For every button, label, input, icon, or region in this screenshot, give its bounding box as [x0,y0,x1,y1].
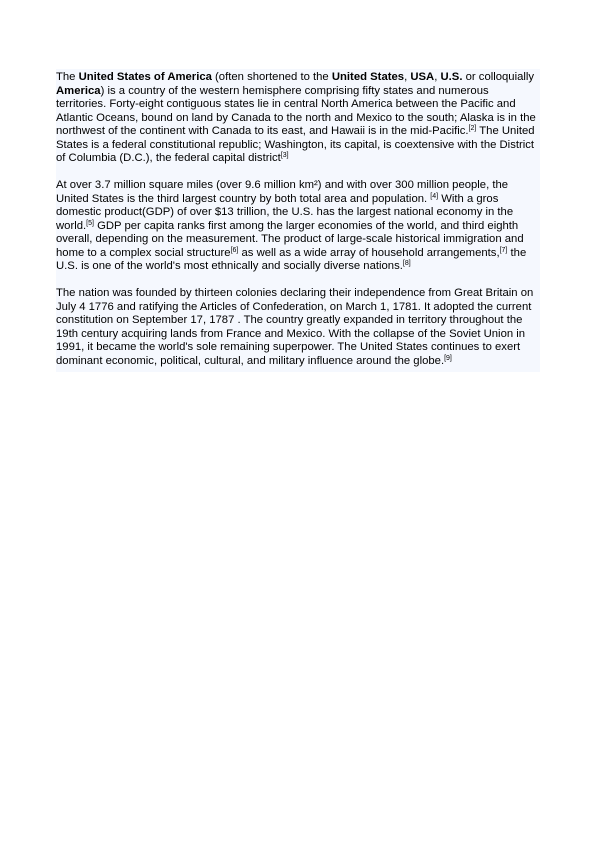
footnote-ref[interactable]: [2] [468,125,477,132]
bold-term: United States of America [78,71,212,83]
footnote-ref[interactable]: [7] [499,246,508,254]
text-run: , [404,71,411,83]
paragraph-size-economy [56,179,540,274]
text-run: GDP per capita ranks first among the larger economies of the world, and third eighth overall, depending on the measurement. The product of large-scale historical immigration and home to a complex social structure [56,219,524,259]
footnote-ref[interactable]: [9] [444,354,452,362]
text-run: At over 3.7 million square miles (over 9.6 million km²) and with over 300 million people, the United States is the third largest country by both total area and population. [56,179,509,205]
text-run: The [56,71,79,83]
text-run: With a gros domestic product(GDP) of over $13 trillion, the U.S. has the largest national economy in the world. [56,192,514,232]
bold-term: United States [331,71,405,83]
bold-term: U.S. [440,71,463,83]
text-run: The nation was founded by thirteen colonies declaring their independence from Great Britain on July 4 1776 and ratifying the Articles of Confederation, on March 1, 1781. It adopted the current constitution on September 17, 1787 . The country greatly expanded in territory throughout the 19th century acquiring lands from France and Mexico. With the collapse of the Soviet Union in 1991, it became the world's sole remaining superpower. The United States continues to exert dominant economic, political, cultural, and military influence around the globe. [56,287,534,367]
footnote-ref[interactable]: [8] [402,260,411,267]
paragraph-intro [56,71,540,166]
document-body [56,69,540,372]
footnote-ref[interactable]: [3] [280,152,289,159]
text-run: or colloquially [462,71,535,83]
text-run: ) is a country of the western hemisphere comprising fifty states and numerous territories. Forty-eight contiguous states lie in central North America between the Pacific and Atlantic Oceans, bound on land by Canada to the north and Mexico to the south; Alaska is in the northwest of the continent with Canada to its east, and Hawaii is in the mid-Pacific. [56,84,536,137]
text-run: The United States is a federal constitutional republic; Washington, its capital, is coextensive with the District of Columbia (D.C.), the federal capital district [56,125,535,164]
footnote-ref[interactable]: [4] [430,192,439,200]
bold-term: America [56,84,101,97]
text-run: (often shortened to the [211,71,332,83]
text-run: , [434,71,441,83]
text-run: as well as a wide array of household arrangements, [238,246,500,259]
footnote-ref[interactable]: [5] [86,219,94,227]
text-run: the U.S. is one of the world's most ethnically and socially diverse nations. [56,246,527,272]
footnote-ref[interactable]: [6] [230,246,239,254]
bold-term: USA [410,71,435,83]
paragraph-history [56,287,540,368]
